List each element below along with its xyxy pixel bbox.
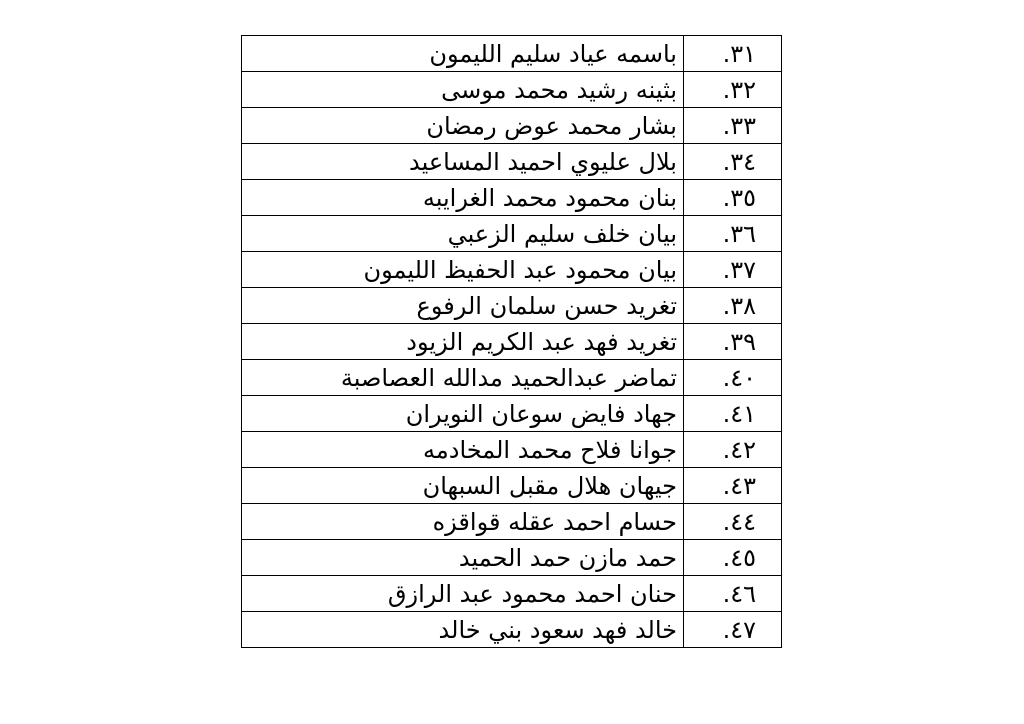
row-number: ٣٢. — [722, 75, 756, 104]
table-row — [242, 252, 782, 288]
row-number-cell — [684, 36, 782, 72]
person-name: خالد فهد سعود بني خالد — [438, 615, 677, 644]
table-row — [242, 144, 782, 180]
row-number-cell — [684, 504, 782, 540]
row-number-cell — [684, 288, 782, 324]
person-name-cell — [242, 72, 684, 108]
table-row — [242, 288, 782, 324]
row-number: ٤٦. — [722, 579, 756, 608]
row-number: ٣٧. — [722, 255, 756, 284]
row-number: ٣٨. — [722, 291, 756, 320]
row-number: ٣٤. — [722, 147, 756, 176]
table-row — [242, 180, 782, 216]
person-name-cell — [242, 432, 684, 468]
row-number-cell — [684, 180, 782, 216]
person-name: بنان محمود محمد الغرايبه — [422, 183, 677, 212]
row-number: ٣١. — [722, 39, 756, 68]
row-number: ٤٢. — [722, 435, 756, 464]
table-row — [242, 72, 782, 108]
person-name: حسام احمد عقله قواقزه — [432, 507, 677, 536]
person-name-cell — [242, 324, 684, 360]
person-name-cell — [242, 396, 684, 432]
row-number-cell — [684, 252, 782, 288]
table-row — [242, 36, 782, 72]
person-name-cell — [242, 288, 684, 324]
person-name-cell — [242, 36, 684, 72]
row-number-cell — [684, 468, 782, 504]
person-name: جوانا فلاح محمد المخادمه — [423, 435, 677, 464]
row-number: ٤٧. — [722, 615, 756, 644]
person-name-cell — [242, 252, 684, 288]
row-number: ٤١. — [722, 399, 756, 428]
person-name: بشار محمد عوض رمضان — [426, 111, 677, 140]
names-table-body — [242, 36, 782, 648]
person-name: بيان محمود عبد الحفيظ الليمون — [363, 255, 677, 284]
row-number: ٣٦. — [722, 219, 756, 248]
row-number: ٤٤. — [722, 507, 756, 536]
person-name-cell — [242, 468, 684, 504]
person-name-cell — [242, 612, 684, 648]
row-number-cell — [684, 396, 782, 432]
row-number-cell — [684, 576, 782, 612]
person-name-cell — [242, 504, 684, 540]
person-name: باسمه عياد سليم الليمون — [429, 39, 677, 68]
person-name: بيان خلف سليم الزعبي — [447, 219, 677, 248]
row-number: ٤٠. — [722, 363, 756, 392]
person-name: جهاد فايض سوعان النويران — [405, 399, 677, 428]
row-number-cell — [684, 432, 782, 468]
row-number-cell — [684, 144, 782, 180]
row-number-cell — [684, 540, 782, 576]
row-number-cell — [684, 360, 782, 396]
table-row — [242, 468, 782, 504]
table-row — [242, 108, 782, 144]
table-row — [242, 432, 782, 468]
table-row — [242, 540, 782, 576]
row-number-cell — [684, 72, 782, 108]
row-number-cell — [684, 108, 782, 144]
row-number-cell — [684, 612, 782, 648]
person-name: حنان احمد محمود عبد الرازق — [387, 579, 677, 608]
names-table — [241, 35, 782, 648]
row-number: ٣٩. — [722, 327, 756, 356]
person-name: تماضر عبدالحميد مدالله العصاصبة — [340, 363, 677, 392]
person-name-cell — [242, 216, 684, 252]
table-row — [242, 360, 782, 396]
row-number: ٣٣. — [722, 111, 756, 140]
row-number: ٤٥. — [722, 543, 756, 572]
table-row — [242, 612, 782, 648]
row-number: ٤٣. — [722, 471, 756, 500]
row-number-cell — [684, 324, 782, 360]
person-name-cell — [242, 144, 684, 180]
person-name: حمد مازن حمد الحميد — [458, 543, 677, 572]
table-row — [242, 216, 782, 252]
person-name: جيهان هلال مقبل السبهان — [422, 471, 677, 500]
table-row — [242, 504, 782, 540]
table-row — [242, 324, 782, 360]
person-name-cell — [242, 180, 684, 216]
person-name: بلال عليوي احميد المساعيد — [409, 147, 677, 176]
person-name: تغريد حسن سلمان الرفوع — [416, 291, 677, 320]
row-number-cell — [684, 216, 782, 252]
person-name-cell — [242, 540, 684, 576]
row-number: ٣٥. — [722, 183, 756, 212]
person-name-cell — [242, 108, 684, 144]
table-row — [242, 576, 782, 612]
person-name-cell — [242, 360, 684, 396]
person-name: بثينه رشيد محمد موسى — [441, 75, 677, 104]
person-name-cell — [242, 576, 684, 612]
table-row — [242, 396, 782, 432]
person-name: تغريد فهد عبد الكريم الزيود — [406, 327, 677, 356]
